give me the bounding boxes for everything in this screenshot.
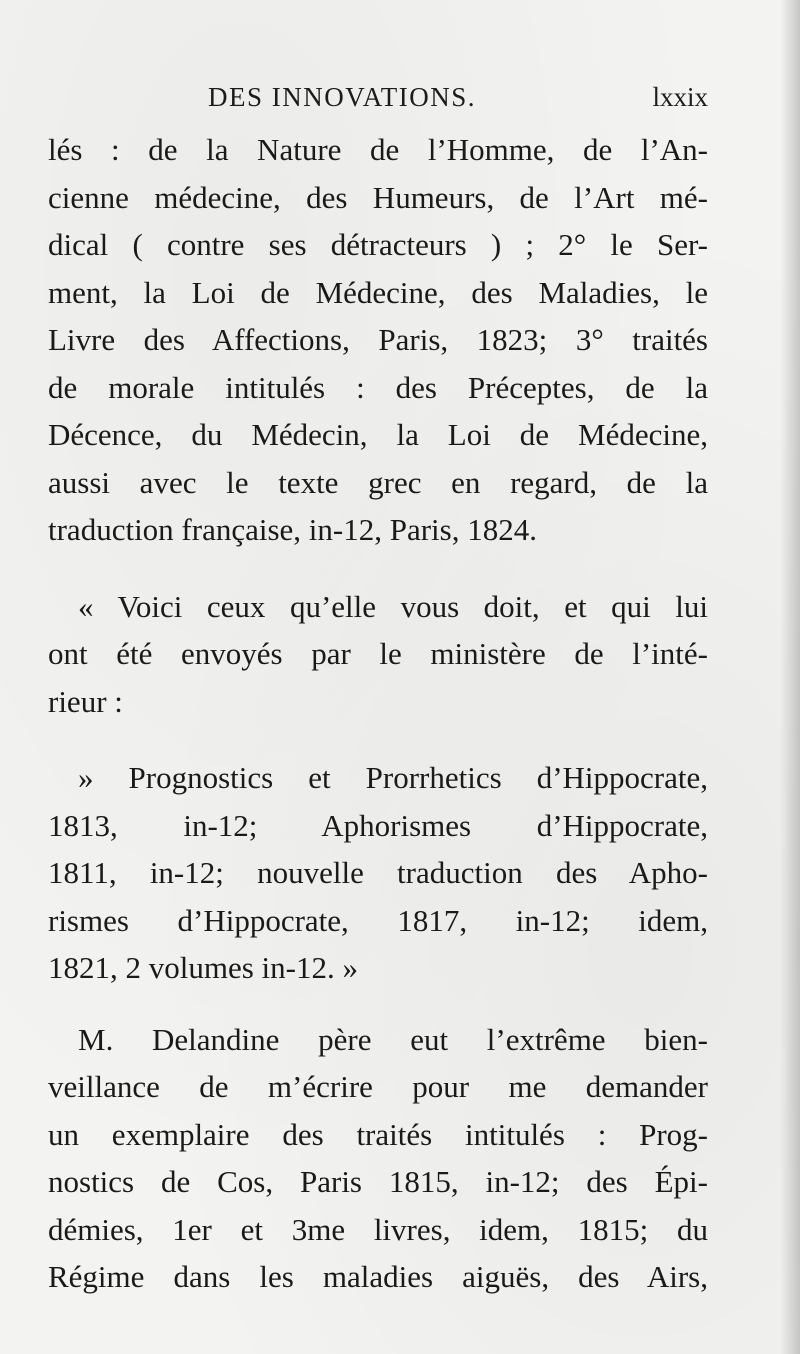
text-line: démies, 1er et 3me livres, idem, 1815; du <box>48 1211 708 1247</box>
text-line: ont été envoyés par le ministère de l’inté- <box>48 636 708 671</box>
page-header <box>48 82 708 122</box>
text-line: Régime dans les maladies aiguës, des Airs, <box>48 1259 708 1294</box>
body-text <box>48 126 708 1301</box>
text-line: M. Delandine père eut l’extrême bien- <box>78 1021 708 1057</box>
paragraph-gap <box>48 554 708 583</box>
text-line: ment, la Loi de Médecine, des Maladies, le <box>48 274 708 310</box>
text-line: Livre des Affections, Paris, 1823; 3° traités <box>48 322 708 357</box>
text-line: nostics de Cos, Paris 1815, in-12; des Épi- <box>48 1164 708 1199</box>
text-line: » Prognostics et Prorrhetics d’Hippocrate, <box>78 760 708 795</box>
text-line: rieur : <box>48 683 123 719</box>
paragraph-gap <box>48 725 708 754</box>
paragraph-gap <box>48 992 708 1016</box>
page-edge-shadow <box>780 0 800 1354</box>
text-line: dical ( contre ses détracteurs ) ; 2° le Ser- <box>48 227 708 262</box>
text-line: un exemplaire des traités intitulés : Prog- <box>48 1116 708 1152</box>
text-line: aussi avec le texte grec en regard, de la <box>48 464 708 500</box>
page-number: lxxix <box>652 82 708 112</box>
text-line: Décence, du Médecin, la Loi de Médecine, <box>48 417 708 452</box>
text-line: cienne médecine, des Humeurs, de l’Art mé- <box>48 179 708 215</box>
text-line: lés : de la Nature de l’Homme, de l’An- <box>48 132 708 167</box>
text-line: 1811, in-12; nouvelle traduction des Apho- <box>48 855 708 890</box>
text-line: rismes d’Hippocrate, 1817, in-12; idem, <box>48 902 708 938</box>
text-line: veillance de m’écrire pour me demander <box>48 1069 708 1104</box>
text-line: de morale intitulés : des Préceptes, de la <box>48 369 708 405</box>
text-line: 1821, 2 volumes in-12. » <box>48 950 358 985</box>
running-head: DES INNOVATIONS. <box>208 82 477 112</box>
text-line: « Voici ceux qu’elle vous doit, et qui lui <box>78 588 708 624</box>
text-line: traduction française, in-12, Paris, 1824. <box>48 512 537 547</box>
text-line: 1813, in-12; Aphorismes d’Hippocrate, <box>48 807 708 843</box>
